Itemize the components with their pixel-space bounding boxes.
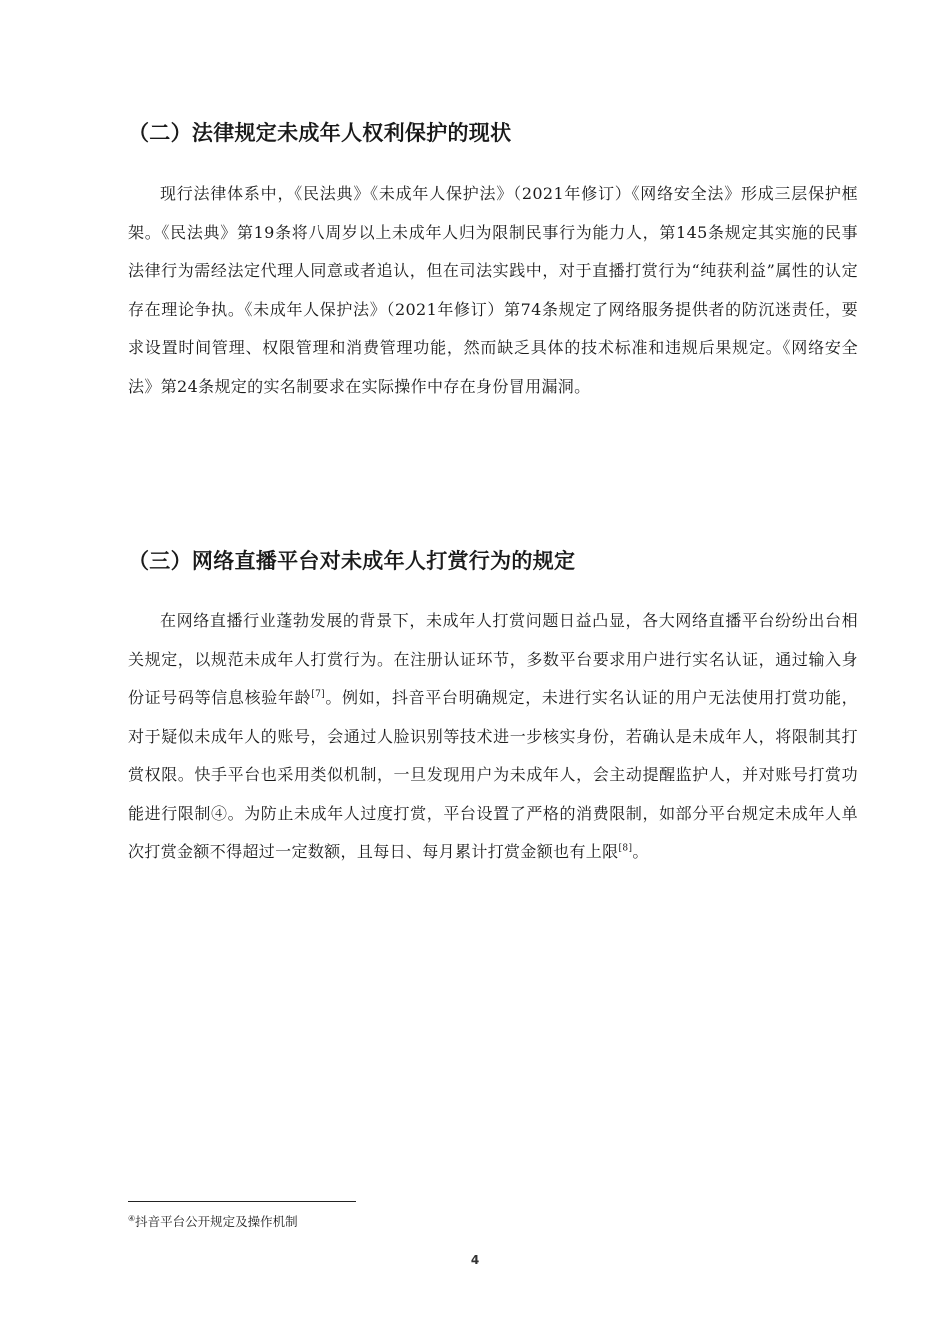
section-heading-3: （三）网络直播平台对未成年人打赏行为的规定 — [128, 549, 576, 573]
footnote-separator — [128, 1201, 356, 1202]
section-heading-2: （二）法律规定未成年人权利保护的现状 — [128, 121, 512, 145]
citation-ref: [8] — [618, 843, 633, 854]
section-3-paragraph — [128, 602, 858, 872]
section-2-paragraph: 现行法律体系中，《民法典》《未成年人保护法》（2021年修订）《网络安全法》形成三层保护框架。《民法典》第19条将八周岁以上未成年人归为限制民事行为能力人，第145条规定其实施的民事法律行为需经法定代理人同意或者追认，但在司法实践中，对于直播打赏行为“纯获利益”属性的认定存在理论争执。《未成年人保护法》（2021年修订）第74条规定了网络服务提供者的防沉迷责任，要求设置时间管理、权限管理和消费管理功能，然而缺乏具体的技术标准和违规后果规定。《网络安全法》第24条规定的实名制要求在实际操作中存在身份冒用漏洞。 — [128, 184, 858, 396]
paragraph-text: 。例如，抖音平台明确规定，未进行实名认证的用户无法使用打赏功能，对于疑似未成年人的账号，会通过人脸识别等技术进一步核实身份，若确认是未成年人，将限制其打赏权限。快手平台也采用类似机制，一旦发现用户为未成年人，会主动提醒监护人，并对账号打赏功能进行限制 — [128, 688, 858, 823]
paragraph-text: 。 — [632, 842, 649, 861]
footnote-text: 抖音平台公开规定及操作机制 — [135, 1214, 298, 1229]
footnote — [128, 1213, 298, 1231]
citation-ref: [7] — [311, 689, 326, 700]
footnote-ref: ④ — [210, 803, 228, 823]
paragraph-text: 。为防止未成年人过度打赏，平台设置了严格的消费限制，如部分平台规定未成年人单次打赏金额不得超过一定数额，且每日、每月累计打赏金额也有上限 — [128, 803, 858, 861]
paragraph-text: 在网络直播行业蓬勃发展的背景下，未成年人打赏问题日益凸显，各大网络直播平台纷纷出台相关规定，以规范未成年人打赏行为。在注册认证环节，多数平台要求用户进行实名认证，通过输入身份证号码等信息核验年龄 — [128, 611, 858, 707]
footnote-marker: ④ — [128, 1213, 136, 1223]
page-number: 4 — [470, 1253, 480, 1267]
